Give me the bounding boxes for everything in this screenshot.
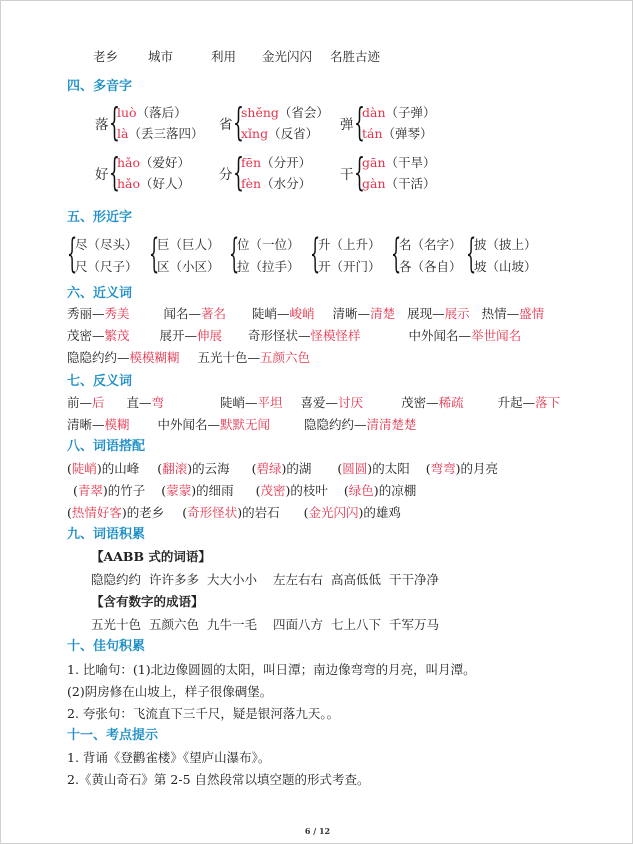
synonym-line xyxy=(67,326,521,346)
antonym-answer: 模糊 xyxy=(104,417,130,432)
pinyin: gàn xyxy=(362,176,386,191)
collocation-answer: 翻滚 xyxy=(162,461,188,476)
noun-phrase: 的月亮 xyxy=(460,461,498,476)
polyphone-char: 弹 xyxy=(340,117,354,133)
word: 千军万马 xyxy=(389,617,440,632)
brace-icon: { xyxy=(466,231,477,277)
polyphone-group xyxy=(340,150,460,194)
word: 隐隐约约— xyxy=(67,350,130,365)
pinyin: xǐng xyxy=(241,126,269,141)
pinyin: fēn xyxy=(241,155,262,170)
word: 五光十色— xyxy=(197,350,261,365)
page-number: 6 / 12 xyxy=(304,826,331,836)
section-title-good-sentences: 十、佳句积累 xyxy=(67,639,146,654)
collocation-line: (青翠)的竹子 (蒙蒙)的细雨 (茂密)的枝叶 (绿色)的凉棚 xyxy=(73,483,417,498)
collocation-answer: 圆圆 xyxy=(342,461,368,476)
example-word: （爱好） xyxy=(140,155,191,170)
similar-char: 尽（尽头） xyxy=(75,237,138,252)
antonym-line xyxy=(67,393,560,413)
pinyin: tán xyxy=(362,126,383,141)
pinyin: fèn xyxy=(241,176,262,191)
word-list xyxy=(93,47,380,67)
collocation-answer: 蒙蒙 xyxy=(166,483,192,498)
word-list xyxy=(91,615,439,635)
word: 大大小小 xyxy=(207,572,258,587)
polyphone-char: 干 xyxy=(340,167,354,183)
word-list xyxy=(91,570,439,590)
sentence: (2)阴房修在山坡上，样子很像碉堡。 xyxy=(67,684,273,699)
example-word: （丢三落四） xyxy=(128,126,204,141)
word: 四面八方 xyxy=(273,617,324,632)
polyphone-char: 分 xyxy=(219,167,233,183)
collocation-answer: 金光闪闪 xyxy=(308,505,359,520)
polyphone-group xyxy=(219,100,339,144)
word: 城市 xyxy=(148,49,174,64)
word: 隐隐约约— xyxy=(304,417,367,432)
brace-icon: { xyxy=(391,231,402,277)
noun-phrase: 的枝叶 xyxy=(290,483,328,498)
word: 老乡 xyxy=(93,49,119,64)
antonym-answer: 讨厌 xyxy=(338,395,364,410)
brace-icon: { xyxy=(67,231,78,277)
synonym-line xyxy=(67,348,310,368)
word: 左左右右 xyxy=(273,572,324,587)
brace-icon: { xyxy=(109,100,120,144)
antonym-answer: 默默无闻 xyxy=(220,417,271,432)
word: 前— xyxy=(67,395,93,410)
synonym-answer: 伸展 xyxy=(197,328,223,343)
antonym-answer: 后 xyxy=(92,395,105,410)
brace-icon: { xyxy=(109,150,120,194)
pinyin: shěng xyxy=(241,105,279,120)
example-word: （分开） xyxy=(261,155,312,170)
noun-phrase: 的山峰 xyxy=(101,461,140,476)
similar-char: 尺（尺子） xyxy=(75,259,138,274)
noun-phrase: 的太阳 xyxy=(372,461,410,476)
example-word: （弹琴） xyxy=(382,126,433,141)
similar-char: 区（小区） xyxy=(157,259,220,274)
pinyin: hǎo xyxy=(117,176,141,191)
section-title-word-accumulation: 九、词语积累 xyxy=(67,527,146,542)
word: 隐隐约约 xyxy=(91,572,142,587)
noun-phrase: 的细雨 xyxy=(196,483,234,498)
noun-phrase: 的雄鸡 xyxy=(363,505,401,520)
word: 茂密— xyxy=(67,328,105,343)
word: 直— xyxy=(126,395,152,410)
word: 五光十色 xyxy=(91,617,142,632)
word: 七上八下 xyxy=(331,617,382,632)
collocation-answer: 碧绿 xyxy=(256,461,282,476)
example-word: （干活） xyxy=(385,176,436,191)
noun-phrase: 的岩石 xyxy=(242,505,280,520)
pinyin: hǎo xyxy=(117,155,141,170)
noun-phrase: 的竹子 xyxy=(107,483,146,498)
similar-char: 巨（巨人） xyxy=(157,237,220,252)
word: 九牛一毛 xyxy=(207,617,258,632)
synonym-answer: 清楚 xyxy=(370,306,396,321)
word: 陡峭— xyxy=(252,306,290,321)
antonym-answer: 弯 xyxy=(151,395,165,410)
antonym-line xyxy=(67,415,417,435)
polyphone-group xyxy=(340,100,460,144)
example-word: （省会） xyxy=(278,105,329,120)
word: 中外闻名— xyxy=(157,417,221,432)
word: 升起— xyxy=(497,395,536,410)
similar-char: 坡（山坡） xyxy=(474,259,537,274)
polyphone-char: 好 xyxy=(95,167,109,183)
word: 热情— xyxy=(481,306,520,321)
example-word: （子弹） xyxy=(385,105,436,120)
collocation-answer: 绿色 xyxy=(348,483,374,498)
section-title-synonyms: 六、近义词 xyxy=(67,286,133,301)
sentence: 2. 夸张句：飞流直下三千尺，疑是银河落九天。。 xyxy=(67,706,340,721)
synonym-answer: 举世闻名 xyxy=(471,328,522,343)
synonym-answer: 盛情 xyxy=(519,306,545,321)
noun-phrase: 的老乡 xyxy=(126,505,165,520)
brace-icon: { xyxy=(354,100,365,144)
word: 中外闻名— xyxy=(408,328,472,343)
word: 秀丽— xyxy=(67,306,105,321)
collocation-answer: 奇形怪状 xyxy=(187,505,238,520)
word: 利用 xyxy=(211,49,237,64)
tip: 2.《黄山奇石》第 2-5 自然段常以填空题的形式考查。 xyxy=(67,772,370,787)
synonym-answer: 秀美 xyxy=(104,306,130,321)
similar-char: 名（名字） xyxy=(399,237,462,252)
brace-icon: { xyxy=(229,231,240,277)
pinyin: gān xyxy=(362,155,386,170)
pinyin: dàn xyxy=(362,105,386,120)
similar-char: 位（一位） xyxy=(237,237,300,252)
word: 闻名— xyxy=(163,306,202,321)
synonym-answer: 峻峭 xyxy=(289,306,315,321)
brace-icon: { xyxy=(233,100,244,144)
synonym-answer: 繁茂 xyxy=(104,328,130,343)
noun-phrase: 的湖 xyxy=(286,461,312,476)
word: 喜爱— xyxy=(300,395,339,410)
noun-phrase: 的凉棚 xyxy=(378,483,417,498)
word: 清晰— xyxy=(67,417,105,432)
word: 奇形怪状— xyxy=(248,328,311,343)
similar-char: 升（上升） xyxy=(318,237,381,252)
word: 茂密— xyxy=(401,395,439,410)
example-word: （干旱） xyxy=(385,155,436,170)
synonym-answer: 著名 xyxy=(201,306,227,321)
synonym-answer: 五颜六色 xyxy=(260,350,311,365)
word: 高高低低 xyxy=(331,572,382,587)
similar-char: 开（开门） xyxy=(318,259,381,274)
pinyin: luò xyxy=(117,105,137,120)
collocation-answer: 青翠 xyxy=(77,483,103,498)
section-title-antonyms: 七、反义词 xyxy=(67,374,133,389)
example-word: （水分） xyxy=(261,176,312,191)
collocation-line: (热情好客)的老乡 (奇形怪状)的岩石 (金光闪闪)的雄鸡 xyxy=(67,505,401,520)
section-title-collocations: 八、词语搭配 xyxy=(67,439,146,454)
collocation-answer: 茂密 xyxy=(260,483,286,498)
word: 许许多多 xyxy=(149,572,200,587)
word: 干干净净 xyxy=(389,572,440,587)
similar-char: 披（披上） xyxy=(474,237,537,252)
word: 名胜古迹 xyxy=(330,49,381,64)
noun-phrase: 的云海 xyxy=(192,461,230,476)
word: 金光闪闪 xyxy=(262,49,313,64)
polyphone-group xyxy=(95,150,215,194)
section-title-exam-tips: 十一、考点提示 xyxy=(67,728,159,743)
pinyin: là xyxy=(117,126,129,141)
polyphone-group xyxy=(95,100,215,144)
similar-char: 各（各自） xyxy=(399,259,462,274)
similar-char: 拉（拉手） xyxy=(237,259,300,274)
section-title-polyphones: 四、多音字 xyxy=(67,79,133,94)
word: 五颜六色 xyxy=(149,617,200,632)
brace-icon: { xyxy=(233,150,244,194)
collocation-answer: 热情好客 xyxy=(71,505,122,520)
antonym-answer: 稀疏 xyxy=(438,395,464,410)
collocation-answer: 弯弯 xyxy=(430,461,456,476)
tip: 1. 背诵《登鹳雀楼》《望庐山瀑布》。 xyxy=(67,750,271,765)
sentence: 1. 比喻句：(1)北边像圆圆的太阳，叫日潭；南边像弯弯的月亮，叫月潭。 xyxy=(67,662,476,677)
polyphone-char: 省 xyxy=(219,117,233,133)
word: 清晰— xyxy=(332,306,371,321)
collocation-answer: 陡峭 xyxy=(71,461,97,476)
antonym-answer: 清清楚楚 xyxy=(366,417,417,432)
example-word: （好人） xyxy=(140,176,191,191)
example-word: （落后） xyxy=(136,105,187,120)
synonym-answer: 模模糊糊 xyxy=(129,350,180,365)
brace-icon: { xyxy=(310,231,321,277)
synonym-line xyxy=(67,304,544,324)
polyphone-char: 落 xyxy=(95,117,109,133)
section-title-similar-chars: 五、形近字 xyxy=(67,210,133,225)
example-word: （反省） xyxy=(268,126,319,141)
synonym-answer: 展示 xyxy=(444,306,470,321)
antonym-answer: 落下 xyxy=(535,395,561,410)
subheading: 【AABB 式的词语】 xyxy=(91,549,211,564)
brace-icon: { xyxy=(354,150,365,194)
subheading: 【含有数字的成语】 xyxy=(91,594,204,609)
brace-icon: { xyxy=(149,231,160,277)
polyphone-group xyxy=(219,150,339,194)
collocation-line: (陡峭)的山峰 (翻滚)的云海 (碧绿)的湖 (圆圆)的太阳 (弯弯)的月亮 xyxy=(67,461,498,476)
synonym-answer: 怪模怪样 xyxy=(310,328,361,343)
word: 陡峭— xyxy=(220,395,258,410)
antonym-answer: 平坦 xyxy=(257,395,283,410)
word: 展开— xyxy=(159,328,198,343)
word: 展现— xyxy=(407,306,445,321)
